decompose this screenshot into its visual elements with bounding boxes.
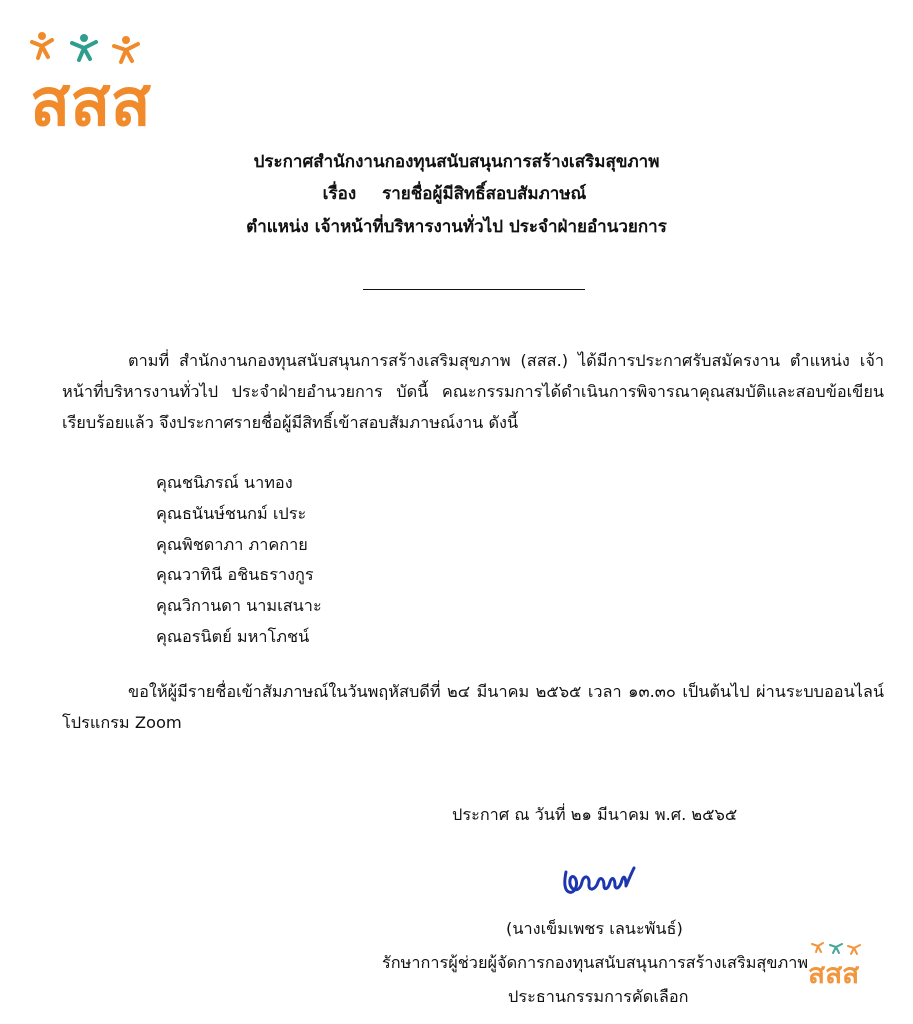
candidate-name: คุณวาทินี อชินธรางกูร [156, 565, 314, 585]
signatory-name: (นางเข็มเพชร เลนะพันธ์) [506, 919, 683, 938]
announcement-date: ประกาศ ณ วันที่ ๒๑ มีนาคม พ.ศ. ๒๕๖๕ [452, 805, 738, 824]
position-line: ตำแหน่ง เจ้าหน้าที่บริหารงานทั่วไป ประจำฝ่ายอำนวยการ [246, 217, 667, 237]
closing-paragraph [62, 676, 884, 738]
intro-text: ตามที่ สำนักงานกองทุนสนับสนุนการสร้างเสริมสุขภาพ (สสส.) ได้มีการประกาศรับสมัครงาน ตำแหน่ง เจ้าหน้าที่บริหารงานทั่วไป ประจำฝ่ายอำนวยการ บัดนี้ คณะกรรมการได้ดำเนินการพิจารณาคุณสมบัติและสอบข้อเขียนเรียบร้อยแล้ว จึงประกาศรายชื่อผู้มีสิทธิ์เข้าสอบสัมภาษณ์งาน ดังนี้ [62, 351, 884, 432]
sss-logo [28, 28, 188, 130]
intro-paragraph [62, 345, 884, 438]
handwritten-signature [560, 862, 640, 896]
svg-text:สสส: สสส [808, 957, 860, 986]
sss-logo-graphic [28, 28, 188, 130]
candidate-name: คุณวิกานดา นามเสนาะ [156, 596, 322, 616]
candidate-list [156, 468, 322, 653]
candidate-name: คุณชนิภรณ์ นาทอง [156, 473, 293, 492]
announcement-title: ประกาศสำนักงานกองทุนสนับสนุนการสร้างเสริมสุขภาพ [253, 152, 660, 172]
subject-text: รายชื่อผู้มีสิทธิ์สอบสัมภาษณ์ [382, 184, 587, 204]
subject-line [0, 180, 911, 207]
signatory-title: ประธานกรรมการคัดเลือก [508, 987, 689, 1006]
logo-figure-teal [72, 34, 96, 60]
logo-figure-orange-1 [32, 32, 52, 58]
sss-logo-small [808, 938, 874, 986]
candidate-name: คุณอรนิตย์ มหาโภชน์ [156, 626, 310, 646]
candidate-name: คุณธนันษ์ชนกม์ เประ [156, 503, 307, 523]
svg-text:สสส: สสส [30, 64, 151, 130]
sss-logo-small-graphic [808, 938, 874, 986]
logo-figure-orange-2 [114, 36, 138, 62]
closing-text: ขอให้ผู้มีรายชื่อเข้าสัมภาษณ์ในวันพฤหัสบดีที่ ๒๔ มีนาคม ๒๕๖๕ เวลา ๑๓.๓๐ เป็นต้นไป ผ่านระบบออนไลน์ โปรแกรม Zoom [62, 682, 884, 732]
candidate-name: คุณพิชดาภา ภาคกาย [156, 534, 308, 554]
subject-label: เรื่อง [322, 184, 357, 204]
header-divider [363, 289, 585, 290]
signatory-role: รักษาการผู้ช่วยผู้จัดการกองทุนสนับสนุนการสร้างเสริมสุขภาพ [382, 953, 809, 972]
